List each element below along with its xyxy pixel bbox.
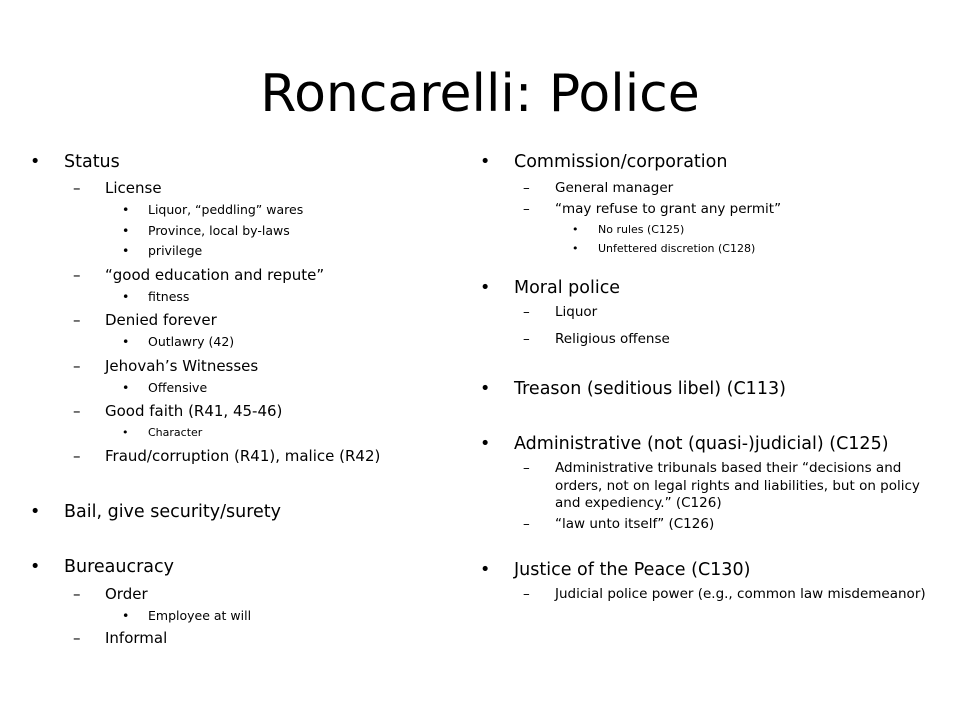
sub-bullet-text: Liquor bbox=[555, 304, 598, 320]
bullet-bureaucracy bbox=[30, 555, 450, 579]
sub-sub-bullet-text: Unfettered discretion (C128) bbox=[598, 241, 756, 255]
sub-sub-bullet-text: Liquor, “peddling” wares bbox=[148, 202, 304, 217]
bullet-dot-icon: • bbox=[30, 501, 41, 522]
bullet-dot-icon: • bbox=[30, 556, 41, 577]
sub-sub-bullet-text: Offensive bbox=[148, 379, 208, 395]
bullet-text: Bail, give security/surety bbox=[64, 501, 282, 522]
bullet-dot-icon: • bbox=[480, 152, 491, 172]
dash-icon: – bbox=[523, 460, 530, 476]
bullet-dot-icon: • bbox=[480, 434, 491, 454]
bullet-moral-police bbox=[480, 276, 940, 300]
sub-sub-bullet bbox=[30, 379, 450, 398]
bullet-dot-icon: • bbox=[122, 426, 129, 439]
sub-bullet-text: Order bbox=[105, 584, 148, 603]
sub-sub-bullet-text: No rules (C125) bbox=[598, 223, 685, 236]
sub-bullet-good-faith bbox=[30, 401, 450, 421]
sub-bullet-text: Religious offense bbox=[555, 330, 670, 347]
bullet-dot-icon: • bbox=[122, 243, 130, 258]
dash-icon: – bbox=[73, 584, 81, 603]
sub-sub-bullet bbox=[30, 222, 450, 241]
bullet-dot-icon: • bbox=[122, 379, 130, 395]
bullet-text: Bureaucracy bbox=[64, 556, 175, 577]
bullet-dot-icon: • bbox=[30, 152, 41, 172]
sub-sub-bullet bbox=[480, 221, 940, 239]
bullet-administrative bbox=[480, 432, 940, 456]
bullet-justice bbox=[480, 558, 940, 582]
bullet-treason bbox=[480, 377, 940, 401]
bullet-dot-icon: • bbox=[480, 379, 491, 399]
dash-icon: – bbox=[523, 515, 530, 532]
sub-bullet bbox=[480, 586, 940, 604]
dash-icon: – bbox=[73, 446, 81, 465]
bullet-dot-icon: • bbox=[480, 278, 491, 298]
bullet-commission bbox=[480, 150, 940, 174]
sub-bullet-text: Judicial police power (e.g., common law misdemeanor) bbox=[555, 586, 926, 602]
bullet-dot-icon: • bbox=[122, 607, 130, 623]
sub-bullet-text: Informal bbox=[105, 629, 168, 647]
bullet-text: Moral police bbox=[514, 278, 621, 298]
left-column bbox=[30, 150, 450, 648]
sub-sub-bullet-text: privilege bbox=[148, 243, 203, 258]
sub-sub-bullet bbox=[30, 242, 450, 261]
sub-bullet-text: License bbox=[105, 179, 162, 197]
dash-icon: – bbox=[73, 402, 81, 420]
dash-icon: – bbox=[73, 629, 81, 647]
sub-sub-bullet bbox=[30, 333, 450, 352]
sub-bullet-text: Denied forever bbox=[105, 311, 217, 329]
sub-bullet-text: “good education and repute” bbox=[105, 265, 325, 284]
sub-bullet-text: Good faith (R41, 45-46) bbox=[105, 402, 283, 420]
sub-bullet bbox=[480, 460, 940, 513]
sub-bullet bbox=[480, 331, 940, 349]
sub-sub-bullet bbox=[30, 288, 450, 307]
bullet-text: Justice of the Peace (C130) bbox=[514, 560, 751, 580]
dash-icon: – bbox=[73, 179, 81, 197]
bullet-text: Administrative (not (quasi-)judicial) (C125) bbox=[514, 434, 889, 454]
sub-sub-bullet-text: Province, local by-laws bbox=[148, 222, 290, 238]
bullet-bail bbox=[30, 500, 450, 524]
bullet-dot-icon: • bbox=[572, 223, 579, 236]
sub-bullet-fraud bbox=[30, 446, 450, 466]
dash-icon: – bbox=[73, 265, 81, 284]
sub-bullet-informal bbox=[30, 628, 450, 648]
dash-icon: – bbox=[523, 200, 530, 217]
bullet-dot-icon: • bbox=[480, 560, 491, 580]
sub-bullet-text: General manager bbox=[555, 180, 674, 196]
sub-sub-bullet bbox=[30, 607, 450, 626]
sub-bullet bbox=[480, 516, 940, 534]
dash-icon: – bbox=[523, 586, 530, 602]
sub-sub-bullet-text: Character bbox=[148, 426, 203, 439]
sub-sub-bullet bbox=[480, 240, 940, 258]
sub-sub-bullet-text: fitness bbox=[148, 288, 190, 304]
dash-icon: – bbox=[73, 311, 81, 329]
bullet-status bbox=[30, 150, 450, 174]
sub-bullet bbox=[480, 304, 940, 322]
dash-icon: – bbox=[523, 330, 530, 347]
sub-sub-bullet bbox=[30, 201, 450, 220]
bullet-dot-icon: • bbox=[572, 241, 579, 255]
dash-icon: – bbox=[523, 180, 530, 196]
bullet-text: Status bbox=[64, 152, 120, 172]
sub-bullet-denied bbox=[30, 310, 450, 330]
bullet-dot-icon: • bbox=[122, 334, 130, 349]
sub-bullet-jehovah bbox=[30, 356, 450, 376]
slide-title: Roncarelli: Police bbox=[260, 64, 700, 124]
bullet-dot-icon: • bbox=[122, 202, 130, 217]
sub-bullet-refuse bbox=[480, 201, 940, 219]
sub-sub-bullet-text: Outlawry (42) bbox=[148, 334, 235, 349]
sub-bullet-order bbox=[30, 584, 450, 604]
right-column bbox=[480, 150, 940, 604]
sub-bullet-text: “law unto itself” (C126) bbox=[555, 515, 715, 532]
sub-sub-bullet-text: Employee at will bbox=[148, 607, 252, 623]
dash-icon: – bbox=[523, 304, 530, 320]
sub-bullet-text: Fraud/corruption (R41), malice (R42) bbox=[105, 446, 381, 465]
sub-bullet-general-manager bbox=[480, 180, 940, 198]
bullet-dot-icon: • bbox=[122, 222, 130, 238]
sub-bullet-text: “may refuse to grant any permit” bbox=[555, 200, 782, 217]
sub-sub-bullet bbox=[30, 424, 450, 443]
dash-icon: – bbox=[73, 356, 81, 375]
bullet-dot-icon: • bbox=[122, 288, 130, 304]
sub-bullet-license bbox=[30, 178, 450, 198]
bullet-text: Treason (seditious libel) (C113) bbox=[514, 379, 786, 399]
bullet-text: Commission/corporation bbox=[514, 152, 728, 172]
sub-bullet-text: Jehovah’s Witnesses bbox=[105, 356, 259, 375]
sub-bullet-text: Administrative tribunals based their “decisions and orders, not on legal rights and liabilities, but on policy and expediency.” (C126) bbox=[555, 460, 920, 511]
sub-bullet-education bbox=[30, 265, 450, 285]
